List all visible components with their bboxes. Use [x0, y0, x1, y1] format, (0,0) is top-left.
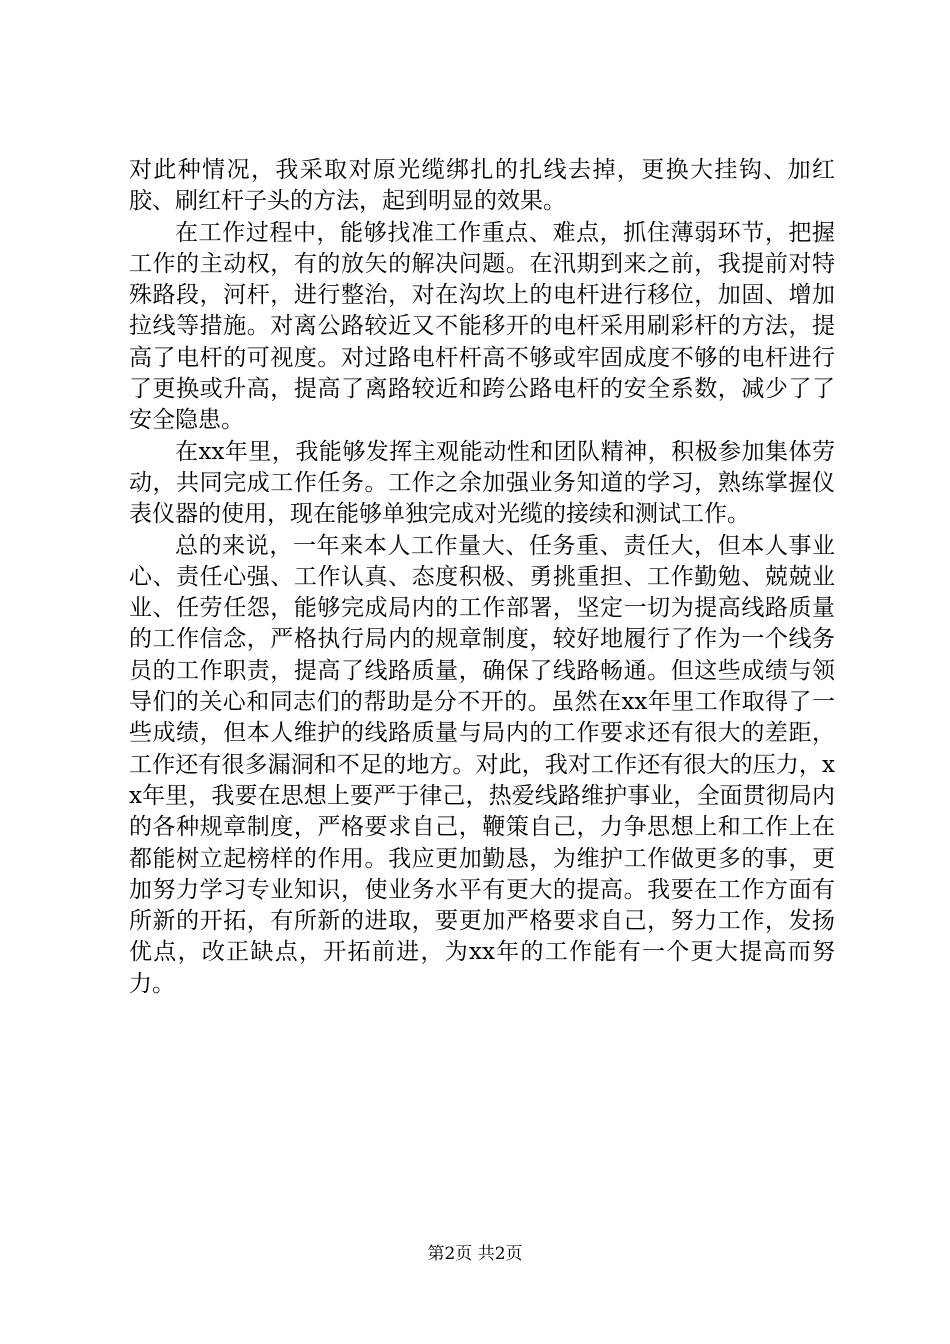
paragraph-3: 在xx年里，我能够发挥主观能动性和团队精神，积极参加集体劳动，共同完成工作任务。工作之余加强业务知道的学习，熟练掌握仪表仪器的使用，现在能够单独完成对光缆的接续和测试工作。 [129, 438, 835, 528]
paragraph-4: 总的来说，一年来本人工作量大、任务重、责任大，但本人事业心、责任心强、工作认真、态度积极、勇挑重担、工作勤勉、兢兢业业、任劳任怨，能够完成局内的工作部署，坚定一切为提高线路质量的工作信念，严格执行局内的规章制度，较好地履行了作为一个线务员的工作职责，提高了线路质量，确保了线路畅通。但这些成绩与领导们的关心和同志们的帮助是分不开的。虽然在xx年里工作取得了一些成绩，但本人维护的线路质量与局内的工作要求还有很大的差距，工作还有很多漏洞和不足的地方。对此，我对工作还有很大的压力，xx年里，我要在思想上要严于律己，热爱线路维护事业，全面贯彻局内的各种规章制度，严格要求自己，鞭策自己，力争思想上和工作上在都能树立起榜样的作用。我应更加勤恳，为维护工作做更多的事，更加努力学习专业知识，使业务水平有更大的提高。我要在工作方面有所新的开拓，有所新的进取，要更加严格要求自己，努力工作，发扬优点，改正缺点，开拓前进，为xx年的工作能有一个更大提高而努力。 [129, 532, 835, 997]
paragraph-1: 对此种情况，我采取对原光缆绑扎的扎线去掉，更换大挂钩、加红胶、刷红杆子头的方法，起到明显的效果。 [129, 157, 835, 215]
document-body [129, 155, 835, 1000]
paragraph-2: 在工作过程中，能够找准工作重点、难点，抓住薄弱环节，把握工作的主动权，有的放矢的解决问题。在汛期到来之前，我提前对特殊路段，河杆，进行整治，对在沟坎上的电杆进行移位，加固、增加拉线等措施。对离公路较近又不能移开的电杆采用刷彩杆的方法，提高了电杆的可视度。对过路电杆杆高不够或牢固成度不够的电杆进行了更换或升高，提高了离路较近和跨公路电杆的安全系数，减少了了安全隐患。 [129, 219, 835, 434]
page-number-label: 第2页 共2页 [427, 1244, 523, 1264]
page-footer [0, 1243, 950, 1265]
